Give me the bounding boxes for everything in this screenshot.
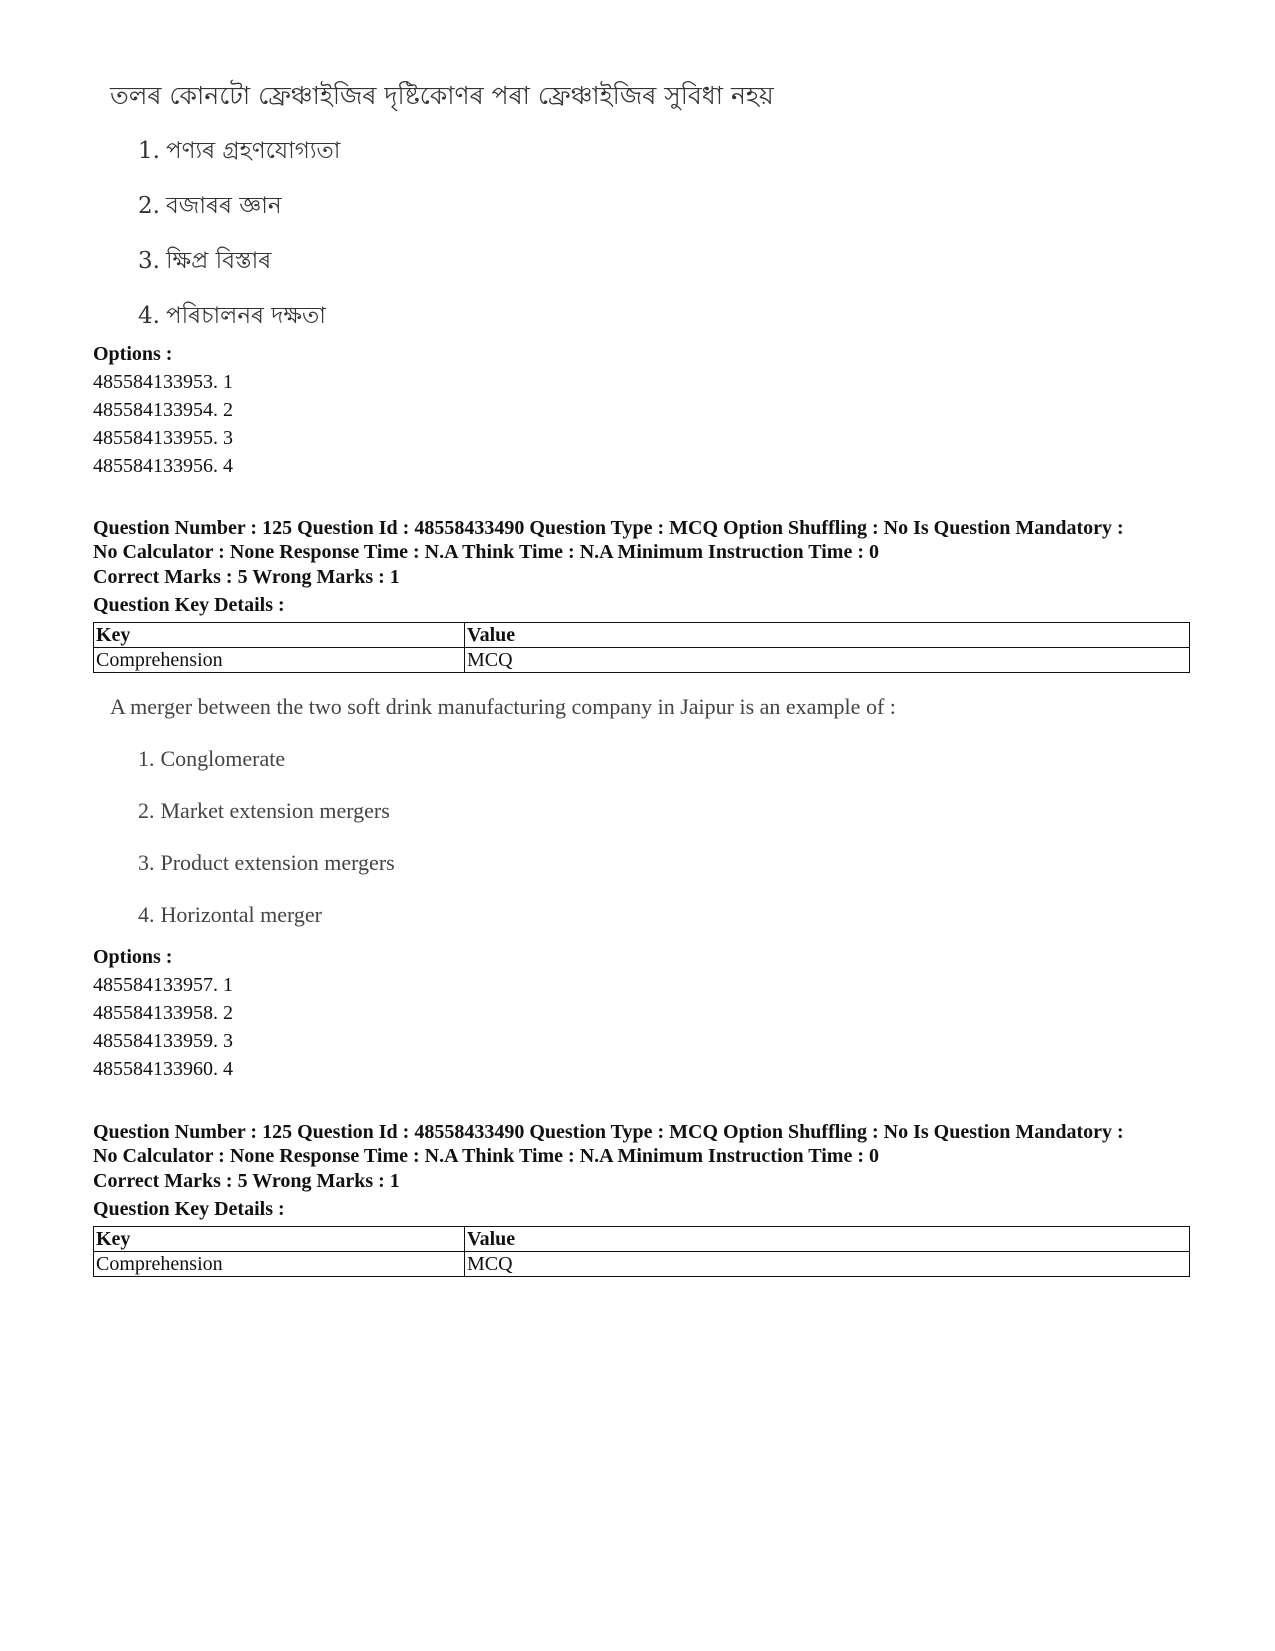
question-stem: A merger between the two soft drink manufacturing company in Jaipur is an example of : (110, 694, 896, 719)
question-meta-line: Question Number : 125 Question Id : 48558433490 Question Type : MCQ Option Shuffling : No Is Question Mandatory : (93, 517, 1124, 539)
table-row (94, 648, 1190, 673)
table-row (94, 1252, 1190, 1277)
question-image-english (110, 694, 896, 927)
question-meta-line: Question Number : 125 Question Id : 48558433490 Question Type : MCQ Option Shuffling : No Is Question Mandatory : (93, 1121, 1124, 1143)
question-item: 1. পণ্যৰ গ্ৰহণযোগ্যতা (138, 138, 341, 164)
options-label: Options : (93, 946, 173, 968)
question-item: 2. বজাৰৰ জ্ঞান (138, 193, 282, 219)
table-header-value: Value (465, 623, 1190, 648)
key-details-label: Question Key Details : (93, 1198, 285, 1220)
option-row: 485584133959. 3 (93, 1030, 233, 1052)
table-cell-value: MCQ (465, 1252, 1190, 1277)
table-header-row (94, 623, 1190, 648)
question-image-assamese (110, 76, 774, 329)
table-header-key: Key (94, 1227, 465, 1252)
marks-line: Correct Marks : 5 Wrong Marks : 1 (93, 566, 400, 588)
option-row: 485584133956. 4 (93, 455, 233, 477)
key-details-label: Question Key Details : (93, 594, 285, 616)
question-meta-line: No Calculator : None Response Time : N.A Think Time : N.A Minimum Instruction Time : 0 (93, 1145, 879, 1167)
question-stem: তলৰ কোনটো ফ্ৰেঞ্চাইজিৰ দৃষ্টিকোণৰ পৰা ফ্ৰেঞ্চাইজিৰ সুবিধা নহয় (110, 81, 774, 110)
table-cell-value: MCQ (465, 648, 1190, 673)
question-item: 3. Product extension mergers (138, 850, 395, 875)
option-row: 485584133960. 4 (93, 1058, 233, 1080)
table-cell-key: Comprehension (94, 1252, 465, 1277)
key-details-table (93, 1226, 1190, 1277)
option-row: 485584133955. 3 (93, 427, 233, 449)
table-header-key: Key (94, 623, 465, 648)
question-item: 4. পৰিচালনৰ দক্ষতা (138, 303, 326, 329)
option-row: 485584133953. 1 (93, 371, 233, 393)
option-row: 485584133954. 2 (93, 399, 233, 421)
question-item: 2. Market extension mergers (138, 798, 390, 823)
table-header-value: Value (465, 1227, 1190, 1252)
option-row: 485584133957. 1 (93, 974, 233, 996)
question-item: 3. ক্ষিপ্ৰ বিস্তাৰ (138, 248, 272, 274)
options-label: Options : (93, 343, 173, 365)
table-cell-key: Comprehension (94, 648, 465, 673)
question-meta-line: No Calculator : None Response Time : N.A Think Time : N.A Minimum Instruction Time : 0 (93, 541, 879, 563)
question-meta (93, 516, 1203, 564)
option-row: 485584133958. 2 (93, 1002, 233, 1024)
question-item: 4. Horizontal merger (138, 902, 322, 927)
marks-line: Correct Marks : 5 Wrong Marks : 1 (93, 1170, 400, 1192)
question-meta (93, 1120, 1203, 1168)
table-header-row (94, 1227, 1190, 1252)
key-details-table (93, 622, 1190, 673)
question-item: 1. Conglomerate (138, 746, 286, 771)
